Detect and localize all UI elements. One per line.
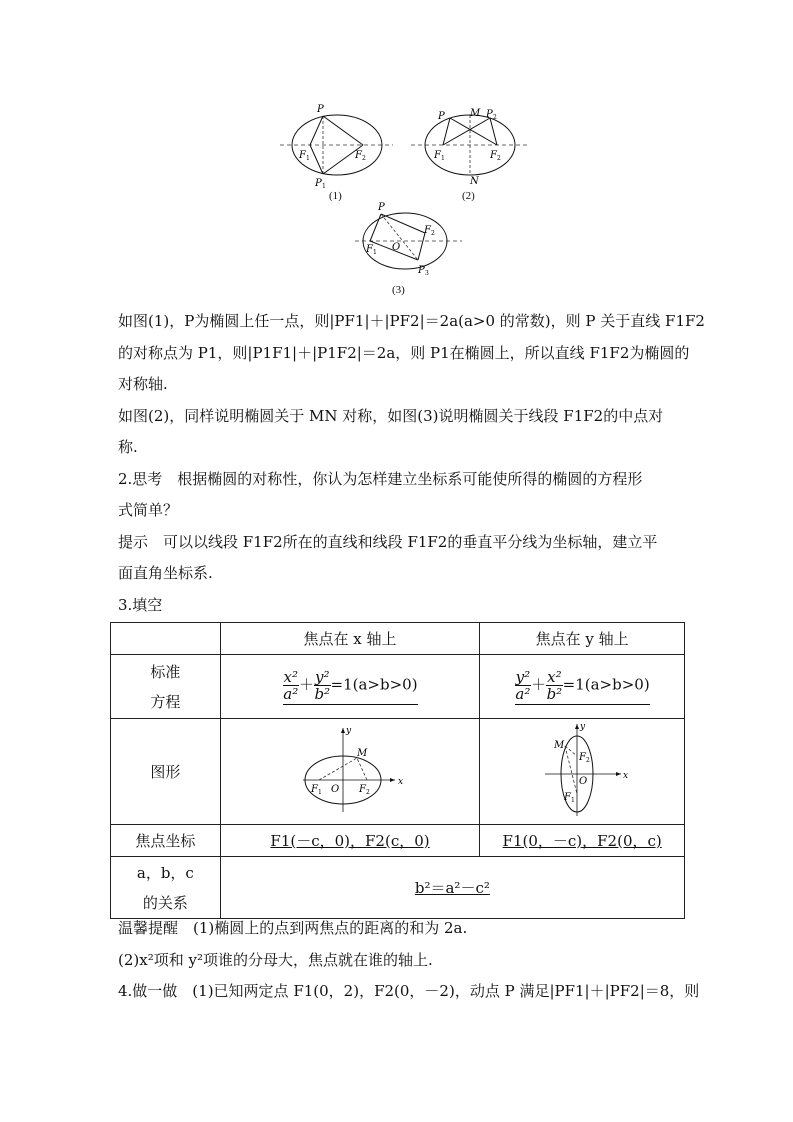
figure-x-ellipse — [220, 719, 480, 825]
svg-text:x: x — [623, 770, 629, 781]
para2-line1: 如图(2)，同样说明椭圆关于 MN 对称，如图(3)说明椭圆关于线段 F1F2的中点对 — [118, 406, 664, 425]
svg-text:2: 2 — [366, 788, 370, 796]
ellipse-figure-3 — [350, 195, 465, 285]
focus-y: F1(0，－c)，F2(0，c) — [480, 825, 685, 857]
figure-1-caption: (1) — [329, 190, 342, 202]
table-row-relation — [111, 857, 685, 919]
svg-text:M: M — [470, 108, 481, 119]
svg-text:F: F — [490, 150, 497, 161]
svg-text:O: O — [331, 783, 340, 795]
svg-text:O: O — [392, 242, 401, 253]
svg-text:F: F — [564, 791, 572, 803]
svg-text:y: y — [346, 725, 352, 736]
svg-text:2: 2 — [493, 114, 497, 121]
question-line2: 式简单？ — [118, 501, 179, 519]
label-figure: 图形 — [111, 719, 221, 825]
fill-heading: 3.填空 — [118, 595, 163, 614]
header-x-axis: 焦点在 x 轴上 — [220, 623, 480, 655]
focus-x: F1(－c，0)，F2(c，0) — [220, 825, 480, 857]
svg-text:2: 2 — [497, 155, 501, 162]
svg-text:1: 1 — [571, 796, 575, 804]
label-p: P — [317, 104, 324, 115]
warm-reminder-line2: (2)x²项和 y²项谁的分母大，焦点就在谁的轴上. — [118, 950, 433, 969]
svg-text:F: F — [299, 150, 306, 161]
svg-text:F: F — [355, 150, 362, 161]
svg-text:1: 1 — [306, 155, 310, 162]
para1-line3: 对称轴. — [118, 375, 168, 393]
svg-text:1: 1 — [322, 183, 326, 190]
svg-text:F: F — [366, 244, 373, 255]
para1-line1: 如图(1)，P为椭圆上任一点，则|PF1|＋|PF2|＝2a(a>0 的常数)，则 P 关于直线 F1F2 — [118, 312, 705, 330]
table-corner — [111, 623, 221, 655]
svg-text:N: N — [470, 176, 479, 187]
ellipse-table — [110, 622, 685, 919]
svg-text:F: F — [359, 783, 366, 795]
svg-text:F: F — [434, 150, 441, 161]
svg-text:M: M — [554, 739, 565, 751]
table-row-header — [111, 623, 685, 655]
para1-line2: 的对称点为 P1，则|P1F1|＋|P1F2|＝2a，则 P1在椭圆上，所以直线 F1F2为椭圆的 — [118, 343, 690, 362]
header-y-axis: 焦点在 y 轴上 — [480, 623, 685, 655]
equation-x: $\frac{\text{x²}}{\text{a²}}$ ＋ $\frac{\text{y²}}{\text{b²}}$ =1(a>b>0) — [220, 655, 480, 719]
para2-line2: 称. — [118, 438, 138, 456]
svg-text:P: P — [418, 265, 425, 276]
svg-text:x: x — [398, 776, 404, 787]
svg-text:P: P — [315, 178, 322, 189]
hint-line1: 提示 可以以线段 F1F2所在的直线和线段 F1F2的垂直平分线为坐标轴，建立平 — [118, 532, 658, 551]
svg-text:P: P — [486, 109, 493, 120]
body-text-lower — [118, 913, 700, 1008]
svg-text:F: F — [424, 225, 431, 236]
svg-text:F: F — [579, 751, 587, 763]
svg-text:3: 3 — [425, 270, 429, 277]
svg-text:1: 1 — [441, 155, 445, 162]
warm-reminder-line1: 温馨提醒 (1)椭圆上的点到两焦点的距离的和为 2a. — [118, 919, 468, 937]
figures-area — [0, 0, 793, 300]
relation-formula: b²＝a²－c² — [220, 857, 684, 919]
figure-3-caption: (3) — [392, 284, 405, 296]
table-row-figure — [111, 719, 685, 825]
x-ellipse-graph — [295, 722, 405, 818]
svg-text:2: 2 — [431, 230, 435, 237]
body-text-upper — [118, 306, 705, 621]
svg-text:F: F — [311, 783, 318, 795]
exercise-line1: 4.做一做 (1)已知两定点 F1(0，2)，F2(0，－2)，动点 P 满足|PF1|＋|PF2|＝8，则 — [118, 982, 700, 1000]
y-ellipse-graph — [537, 720, 627, 820]
svg-text:y: y — [580, 721, 586, 732]
label-relation: a，b，c 的关系 — [111, 857, 221, 919]
label-focus-coords: 焦点坐标 — [111, 825, 221, 857]
svg-text:O: O — [579, 775, 588, 787]
svg-text:2: 2 — [362, 155, 366, 162]
svg-text:1: 1 — [318, 788, 322, 796]
table-row-equation — [111, 655, 685, 719]
label-standard-equation: 标准 方程 — [111, 655, 221, 719]
svg-text:1: 1 — [373, 249, 377, 256]
table-row-focus — [111, 825, 685, 857]
question-line1: 2.思考 根据椭圆的对称性，你认为怎样建立坐标系可能使所得的椭圆的方程形 — [118, 469, 643, 488]
equation-y: $\frac{\text{y²}}{\text{a²}}$ ＋ $\frac{\text{x²}}{\text{b²}}$ =1(a>b>0) — [480, 655, 685, 719]
figure-y-ellipse — [480, 719, 685, 825]
svg-text:2: 2 — [586, 756, 590, 764]
figure-2-caption: (2) — [462, 190, 475, 202]
hint-line2: 面直角坐标系. — [118, 564, 213, 582]
svg-text:M: M — [357, 747, 368, 759]
svg-text:P: P — [378, 202, 385, 213]
svg-text:P: P — [438, 111, 445, 122]
